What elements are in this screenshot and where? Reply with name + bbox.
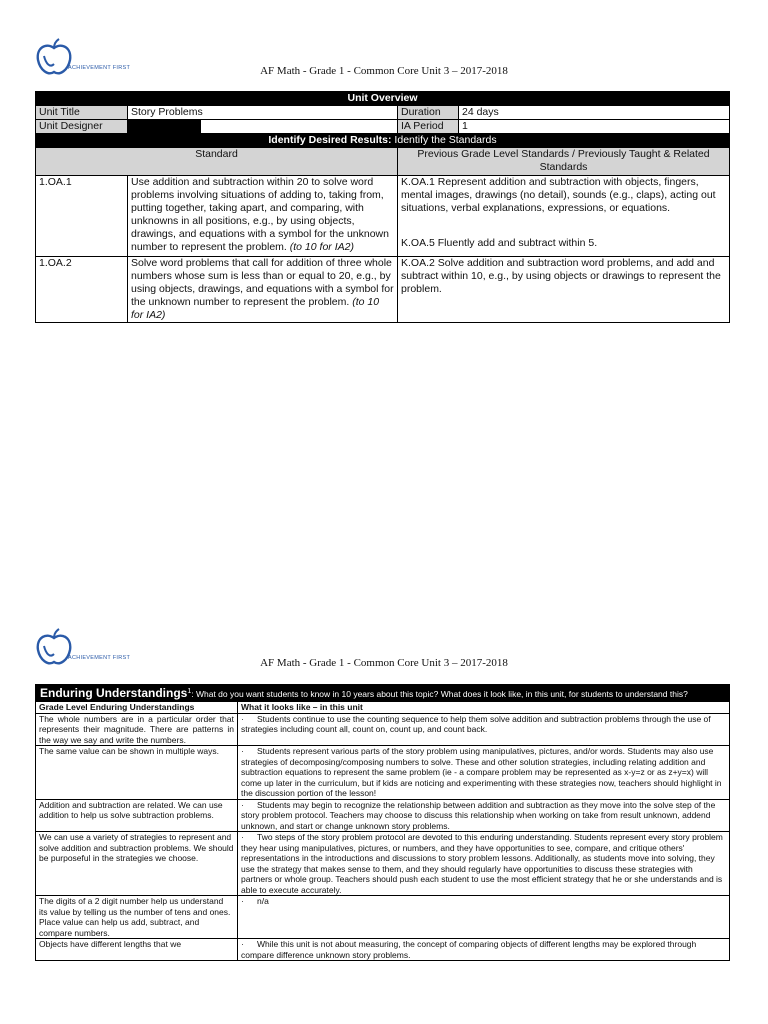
standard-description: Solve word problems that call for addition of three whole numbers whose sum is less than or equal to 20, e.g., by using objects, drawings, and equations with a symbol for the unknown number to represent the problem. [131,257,394,308]
looks-like-cell: · Students represent various parts of the story problem using manipulatives, pictures, and/or words. Students may also use strategies of decomposing/composing numbers to solve. These and other solution strategies, including relating addition and subtraction equations to represent the same problem (ie - a compare problem may be represented as x-y=z or as z+y=x) will come up later in the curriculum, but if kids are noticing and experimenting with these strategies now, teachers should highlight in the discussion portion of the lesson! [238,746,730,800]
understanding-cell: The digits of a 2 digit number help us understand its value by telling us the number of tens and ones. Place value can help us add, subtract, and compare numbers. [36,896,238,939]
logo-text: ACHIEVEMENT FIRST [68,655,131,661]
desired-results-heading: Identify Desired Results: [268,134,392,146]
understanding-cell: Objects have different lengths that we [36,939,238,961]
looks-like-text: Students continue to use the counting sequence to help them solve addition and subtraction problems through the use of strategies including count all, count on, count up, and count back. [241,713,711,735]
ia-period-label: IA Period [398,120,459,134]
page-header-title: AF Math - Grade 1 - Common Core Unit 3 – 2017-2018 [260,65,508,77]
looks-like-text: Students represent various parts of the story problem using manipulatives, pictures, and/or words. Students may also use strategies of decomposing/composing numbers to solve. These and other solution strategies, including relating addition and subtraction equations to represent the same problem (ie - a compare problem may be represented as x-y=z or as z+y=x) will come up later in the curriculum, but if kids are noticing and experimenting with these strategies now, teachers should highlight in the discussion portion of the lesson! [241,746,722,799]
table-row [36,713,730,746]
understanding-cell: Addition and subtraction are related. We can use addition to help us solve subtraction problems. [36,799,238,832]
looks-like-text: n/a [257,896,269,907]
unit-designer-redacted [128,120,201,134]
standard-row [36,257,730,323]
looks-like-cell: · n/a [238,896,730,939]
related-standard-2: K.OA.5 Fluently add and subtract within 5. [401,237,598,249]
duration-label: Duration [398,106,459,120]
standard-note: (to 10 for IA2) [289,241,354,253]
enduring-understandings-table [35,684,730,961]
standard-text [128,176,398,257]
page-header-title: AF Math - Grade 1 - Common Core Unit 3 – 2017-2018 [260,657,508,669]
table-row [36,799,730,832]
enduring-understandings-header [36,685,730,702]
enduring-title: Enduring Understandings [40,685,188,700]
looks-like-cell: · Two steps of the story problem protocol are devoted to this enduring understanding. Students represent every story problem they hear using manipulatives, pictures, or numbers, and they have opportunities to see, compare, and critique others' representations in the introductions and discussions to story problem lessons. Additionally, as students move into solving, they use the strategy that makes sense to them, and they should regularly have opportunities to discuss these strategies with partners or whole group. Teachers should push each student to use the most efficient strategy that he or she understands and is able to execute accurately. [238,832,730,896]
unit-designer-value [201,120,398,134]
standard-text [128,257,398,323]
related-standards [398,176,730,257]
looks-like-text: Two steps of the story problem protocol are devoted to this enduring understanding. Students represent every story problem they hear using manipulatives, pictures, or numbers, and they have opportunities to see, compare, and critique others' representations in the introductions and discussions to story problem lessons. Additionally, as students move into solving, they use the strategy that makes sense to them, and they should regularly have opportunities to discuss these strategies with partners or whole group. Teachers should push each student to use the most efficient strategy that he or she understands and is able to execute accurately. [241,832,723,895]
understanding-cell: The whole numbers are in a particular order that represents their magnitude. There are patterns in the way we say and write the numbers. [36,713,238,746]
table-row [36,832,730,896]
desired-results-subheading: Identify the Standards [391,134,497,146]
looks-like-cell: · Students may begin to recognize the relationship between addition and subtraction as they move into the solve step of the story problem protocol. Teachers may choose to discuss this relationship when working on take from result unknown, addend unknown, and start or change unknown story problems. [238,799,730,832]
related-standard: K.OA.2 Solve addition and subtraction word problems, and add and subtract within 10, e.g., by using objects or drawings to represent the problem. [401,257,721,295]
duration-value: 24 days [459,106,730,120]
unit-designer-label: Unit Designer [36,120,128,134]
table-row [36,939,730,961]
looks-like-cell: · While this unit is not about measuring, the concept of comparing objects of different lengths may be explored through compare difference unknown story problems. [238,939,730,961]
standard-description: Use addition and subtraction within 20 to solve word problems involving situations of adding to, taking from, putting together, taking apart, and comparing, with unknowns in all positions, e.g., by using objects, drawings, and equations with a symbol for the unknown number to represent the problem. [131,176,389,253]
logo-text: ACHIEVEMENT FIRST [68,65,131,71]
standard-row [36,176,730,257]
ia-period-value: 1 [459,120,730,134]
standard-code: 1.OA.2 [36,257,128,323]
enduring-question: : What do you want students to know in 10 years about this topic? What does it look like, in this unit, for students to understand this? [191,688,688,699]
unit-title-value: Story Problems [128,106,398,120]
footnote-marker: 1 [187,688,192,695]
standard-note: (to 10 for IA2) [131,296,380,321]
related-standard: K.OA.1 Represent addition and subtraction with objects, fingers, mental images, drawings (no detail), sounds (e.g., claps), acting out situations, verbal explanations, expressions, or equations. [401,176,716,214]
related-standards [398,257,730,323]
table-row [36,746,730,800]
understanding-cell: The same value can be shown in multiple ways. [36,746,238,800]
looks-like-column-header: What it looks like – in this unit [238,702,730,714]
table-row [36,896,730,939]
looks-like-cell: · Students continue to use the counting sequence to help them solve addition and subtraction problems through the use of strategies including count all, count on, count up, and count back. [238,713,730,746]
grade-level-column-header: Grade Level Enduring Understandings [36,702,238,714]
unit-title-label: Unit Title [36,106,128,120]
unit-overview-title: Unit Overview [36,92,730,106]
understanding-cell: We can use a variety of strategies to represent and solve addition and subtraction problems. We should be purposeful in the strategies we choose. [36,832,238,896]
previous-standards-column-header: Previous Grade Level Standards / Previously Taught & Related Standards [398,148,730,176]
unit-overview-table [35,91,730,323]
looks-like-text: While this unit is not about measuring, the concept of comparing objects of different lengths may be explored through compare difference unknown story problems. [241,939,697,960]
standard-column-header: Standard [36,148,398,176]
desired-results-bar [36,134,730,148]
looks-like-text: Students may begin to recognize the relationship between addition and subtraction as they move into the solve step of the story problem protocol. Teachers may choose to discuss this relationship when working on take from result unknown, addend unknown, and start or change unknown story problems. [241,799,716,831]
standard-code: 1.OA.1 [36,176,128,257]
